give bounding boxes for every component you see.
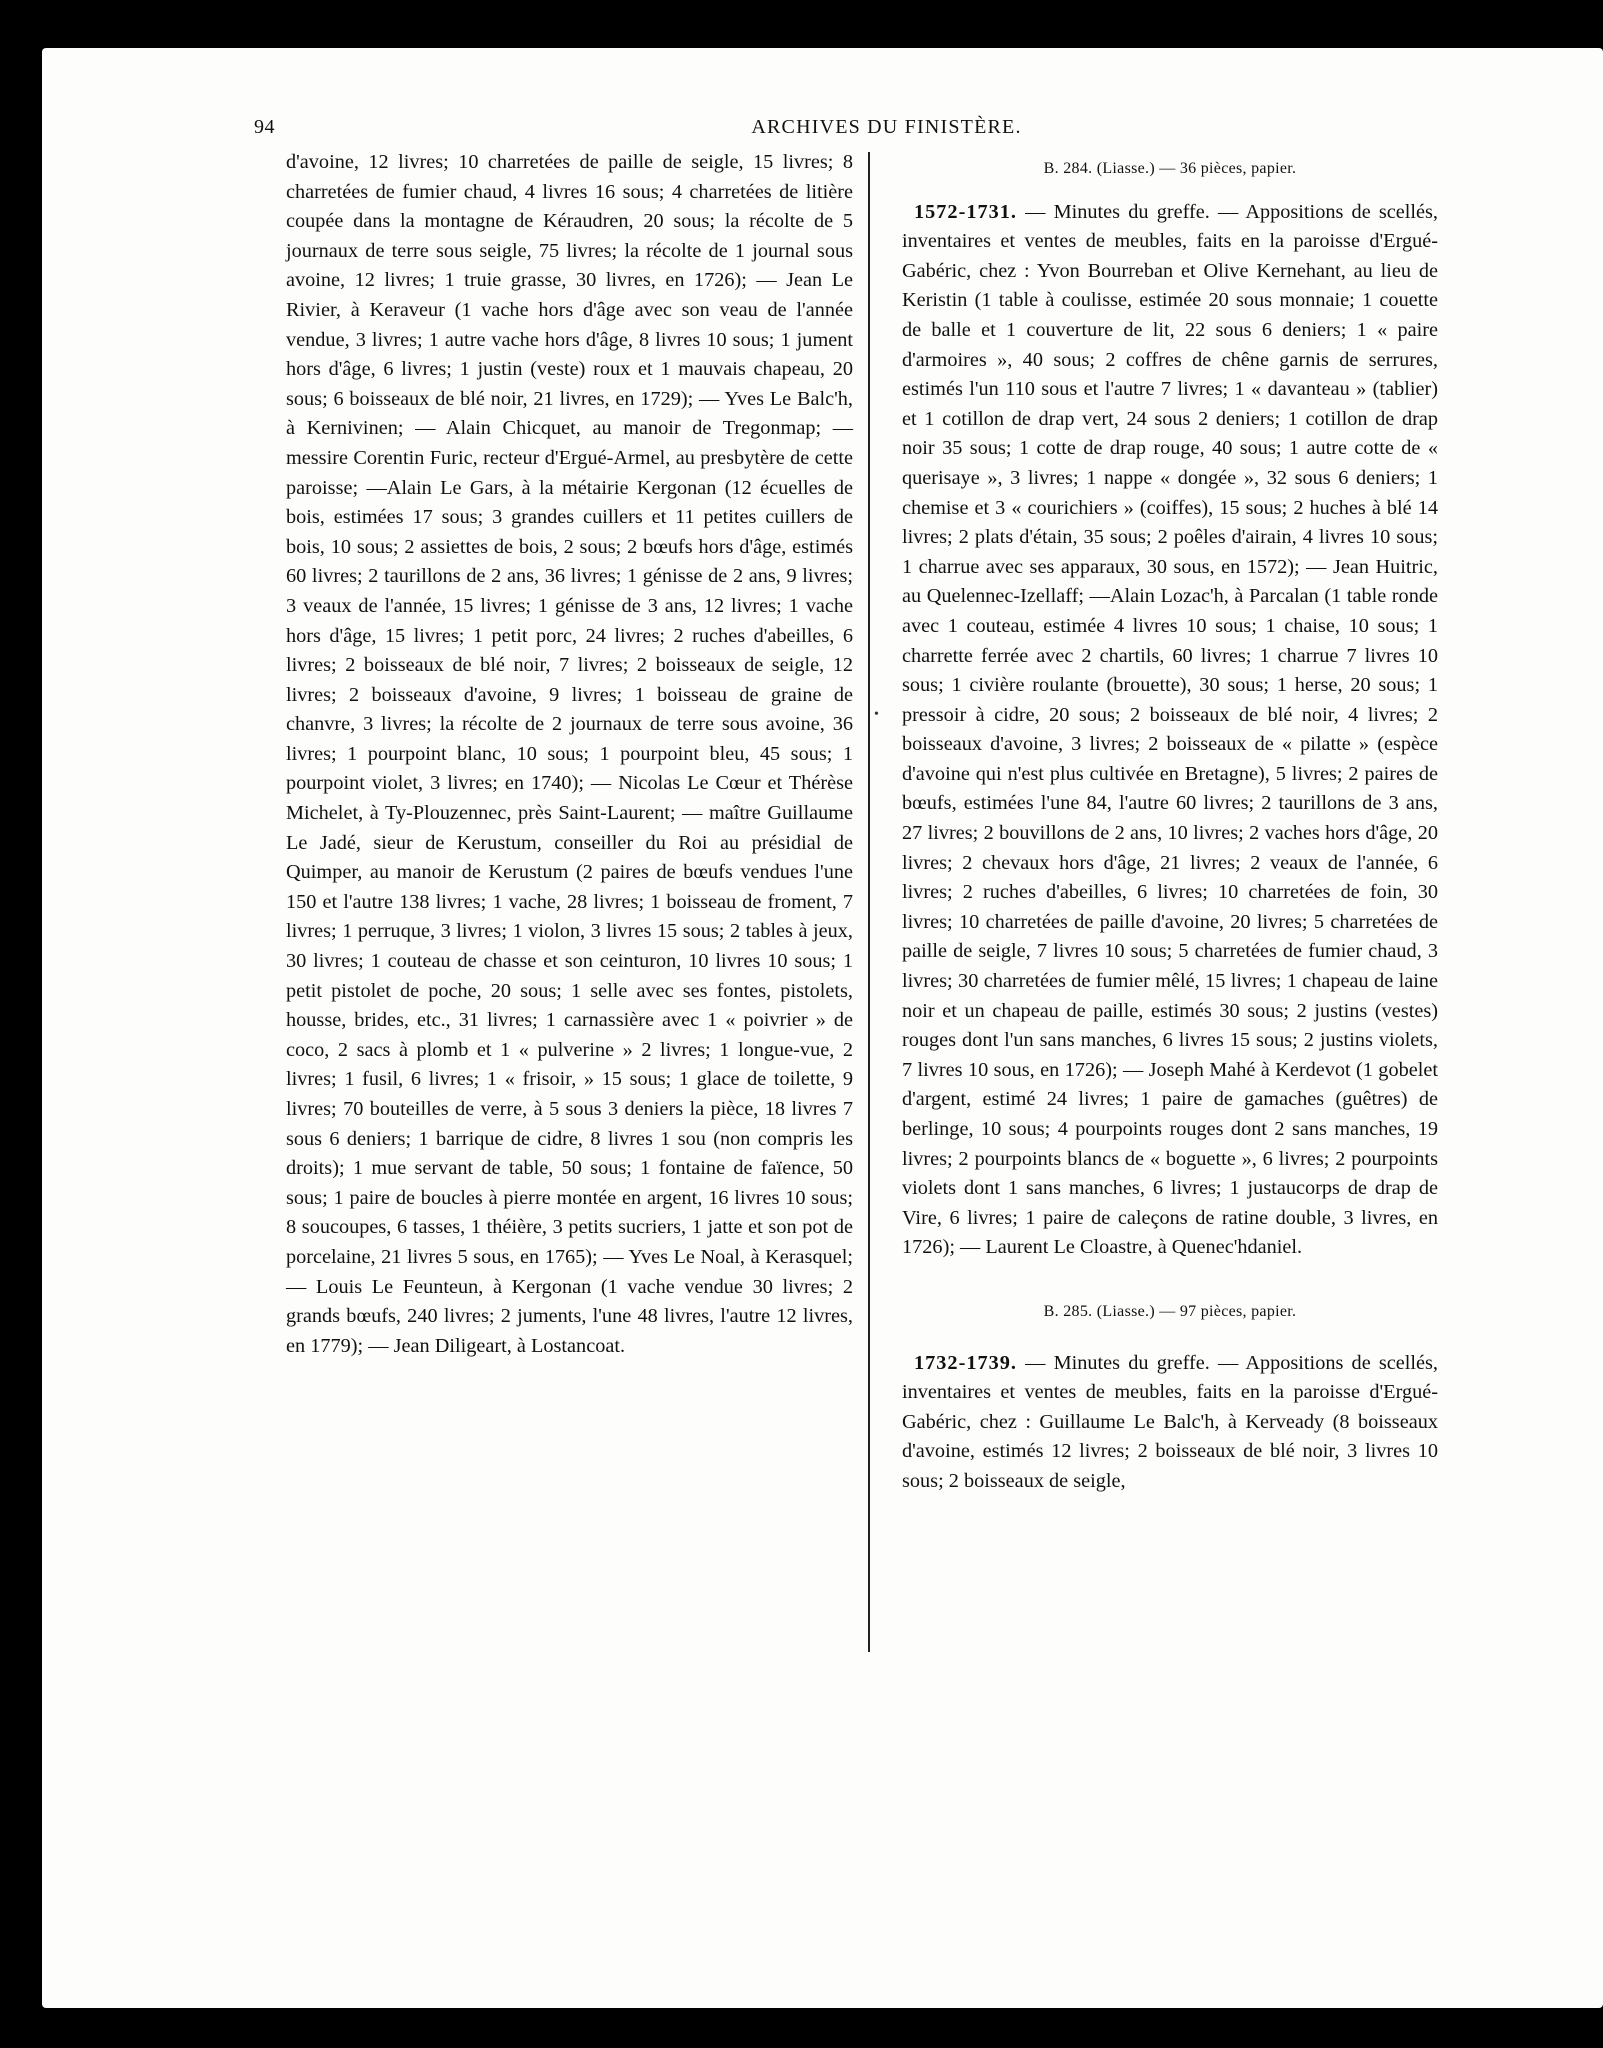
page-title: ARCHIVES DU FINISTÈRE.	[751, 116, 1022, 138]
archive-reference-b285: B. 285. (Liasse.) — 97 pièces, papier.	[1043, 1302, 1297, 1320]
margin-mark: •	[874, 707, 879, 722]
column-divider	[868, 152, 870, 1652]
entry-text-b285: — Minutes du greffe. — Appositions de scellés, inventaires et ventes de meubles, faits en la paroisse d'Ergué-Gabéric, chez : Guillaume Le Balc'h, à Kerveady (8 boisseaux d'avoine, estimés 12 livres; 2 boisseaux de blé noir, 3 livres 10 sous; 2 boisseaux de seigle,	[902, 1351, 1438, 1492]
right-column	[902, 148, 1438, 1497]
left-column	[286, 148, 853, 1361]
archive-reference-b284: B. 284. (Liasse.) — 36 pièces, papier.	[1043, 160, 1297, 177]
page-number: 94	[254, 116, 275, 138]
scan-border	[0, 0, 1603, 50]
entry-text-b284: — Minutes du greffe. — Appositions de scellés, inventaires et ventes de meubles, faits en la paroisse d'Ergué-Gabéric, chez : Yvon Bourreban et Olive Kernehant, au lieu de Keristin (1 table à coulisse, estimée 20 sous monnaie; 1 couette de balle et 1 couverture de lit, 22 sous 6 deniers; 1 « paire d'armoires », 40 sous; 2 coffres de chêne garnis de serrures, estimés l'un 110 sous et l'autre 7 livres; 1 « davanteau » (tablier) et 1 cotillon de drap vert, 24 sous 2 deniers; 1 cotillon de drap noir 35 sous; 1 cotte de drap rouge, 40 sous; 1 autre cotte de « querisaye », 3 livres; 1 nappe « dongée », 32 sous 6 deniers; 1 chemise et 3 « courichiers » (coiffes), 15 sous; 2 huches à blé 14 livres; 2 plats d'étain, 35 sous; 2 poêles d'airain, 4 livres 10 sous; 1 charrue avec ses apparaux, 30 sous, en 1572); — Jean Huitric, au Quelennec-Izellaff; —Alain Lozac'h, à Parcalan (1 table ronde avec 1 couteau, estimée 4 livres 10 sous; 1 chaise, 10 sous; 1 charrette ferrée avec 2 chartils, 60 livres; 1 charrue 7 livres 10 sous; 1 civière roulante (brouette), 30 sous; 1 herse, 20 sous; 1 pressoir à cidre, 20 sous; 2 boisseaux de blé noir, 4 livres; 2 boisseaux d'avoine, 3 livres; 2 boisseaux de « pilatte » (espèce d'avoine qui n'est plus cultivée en Bretagne), 5 livres; 2 paires de bœufs, estimées l'une 84, l'autre 60 livres; 2 taurillons de 3 ans, 27 livres; 2 bouvillons de 2 ans, 10 livres; 2 vaches hors d'âge, 20 livres; 2 chevaux hors d'âge, 21 livres; 2 veaux de l'année, 6 livres; 2 ruches d'abeilles, 6 livres; 10 charretées de foin, 30 livres; 10 charretées de paille d'avoine, 20 livres; 5 charretées de paille de seigle, 7 livres 10 sous; 5 charretées de fumier chaud, 3 livres; 30 charretées de fumier mêlé, 15 livres; 1 chapeau de laine noir et un chapeau de paille, estimés 30 sous; 2 justins (vestes) rouges dont l'un sans manches, 6 livres 15 sous; 2 justins violets, 7 livres 10 sous, en 1726); — Joseph Mahé à Kerdevot (1 gobelet d'argent, estimé 24 livres; 1 paire de gamaches (guêtres) de berlinge, 10 sous; 4 pourpoints rouges dont 2 sans manches, 19 livres; 2 pourpoints blancs de « boguette », 6 livres; 2 pourpoints violets dont 1 sans manches, 6 livres; 1 justaucorps de drap de Vire, 6 livres; 1 paire de caleçons de ratine double, 3 livres, en 1726); — Laurent Le Cloastre, à Quenec'hdaniel.	[902, 200, 1438, 1259]
left-column-text: d'avoine, 12 livres; 10 charretées de paille de seigle, 15 livres; 8 charretées de fumier chaud, 4 livres 16 sous; 4 charretées de litière coupée dans la montagne de Kéraudren, 20 sous; la récolte de 5 journaux de terre sous seigle, 75 livres; la récolte de 1 journal sous avoine, 12 livres; 1 truie grasse, 30 livres, en 1726); — Jean Le Rivier, à Keraveur (1 vache hors d'âge avec son veau de l'année vendue, 3 livres; 1 autre vache hors d'âge, 8 livres 10 sous; 1 jument hors d'âge, 6 livres; 1 justin (veste) roux et 1 mauvais chapeau, 20 sous; 6 boisseaux de blé noir, 21 livres, en 1729); — Yves Le Balc'h, à Kernivinen; — Alain Chicquet, au manoir de Tregonmap; — messire Corentin Furic, recteur d'Ergué-Armel, au presbytère de cette paroisse; —Alain Le Gars, à la métairie Kergonan (12 écuelles de bois, estimées 17 sous; 3 grandes cuillers et 11 petites cuillers de bois, 10 sous; 2 assiettes de bois, 2 sous; 2 bœufs hors d'âge, estimés 60 livres; 2 taurillons de 2 ans, 36 livres; 1 génisse de 2 ans, 9 livres; 3 veaux de l'année, 15 livres; 1 génisse de 3 ans, 12 livres; 1 vache hors d'âge, 15 livres; 1 petit porc, 24 livres; 2 ruches d'abeilles, 6 livres; 2 boisseaux de blé noir, 7 livres; 2 boisseaux de seigle, 12 livres; 2 boisseaux d'avoine, 9 livres; 1 boisseau de graine de chanvre, 3 livres; la récolte de 2 journaux de terre sous avoine, 36 livres; 1 pourpoint blanc, 10 sous; 1 pourpoint bleu, 45 sous; 1 pourpoint violet, 3 livres; en 1740); — Nicolas Le Cœur et Thérèse Michelet, à Ty-Plouzennec, près Saint-Laurent; — maître Guillaume Le Jadé, sieur de Kerustum, conseiller du Roi au présidial de Quimper, au manoir de Kerustum (2 paires de bœufs vendues l'une 150 et l'autre 138 livres; 1 vache, 28 livres; 1 boisseau de froment, 7 livres; 1 perruque, 3 livres; 1 violon, 3 livres 15 sous; 2 tables à jeux, 30 livres; 1 couteau de chasse et son ceinturon, 10 livres 10 sous; 1 petit pistolet de poche, 20 sous; 1 selle avec ses fontes, pistolets, housse, brides, etc., 31 livres; 1 carnassière avec 1 « poivrier » de coco, 2 sacs à plomb et 1 « pulverine » 2 livres; 1 longue-vue, 2 livres; 1 fusil, 6 livres; 1 « frisoir, » 15 sous; 1 glace de toilette, 9 livres; 70 bouteilles de verre, à 5 sous 3 deniers la pièce, 18 livres 7 sous 6 deniers; 1 barrique de cidre, 8 livres 1 sou (non compris les droits); 1 mue servant de table, 50 sous; 1 fontaine de faïence, 50 sous; 1 paire de boucles à pierre montée en argent, 16 livres 10 sous; 8 soucoupes, 6 tasses, 1 théière, 3 petits sucriers, 1 jatte et son pot de porcelaine, 21 livres 5 sous, en 1765); — Yves Le Noal, à Kerasquel; — Louis Le Feunteun, à Kergonan (1 vache vendue 30 livres; 2 grands bœufs, 240 livres; 2 juments, l'une 48 livres, l'autre 12 livres, en 1779); — Jean Diligeart, à Lostancoat.	[286, 151, 853, 1357]
entry-dates-b285: 1732-1739.	[914, 1351, 1017, 1374]
entry-b285	[902, 1349, 1438, 1497]
entry-b284	[902, 198, 1438, 1263]
entry-dates-b284: 1572-1731.	[914, 200, 1017, 223]
running-head	[254, 116, 1519, 150]
